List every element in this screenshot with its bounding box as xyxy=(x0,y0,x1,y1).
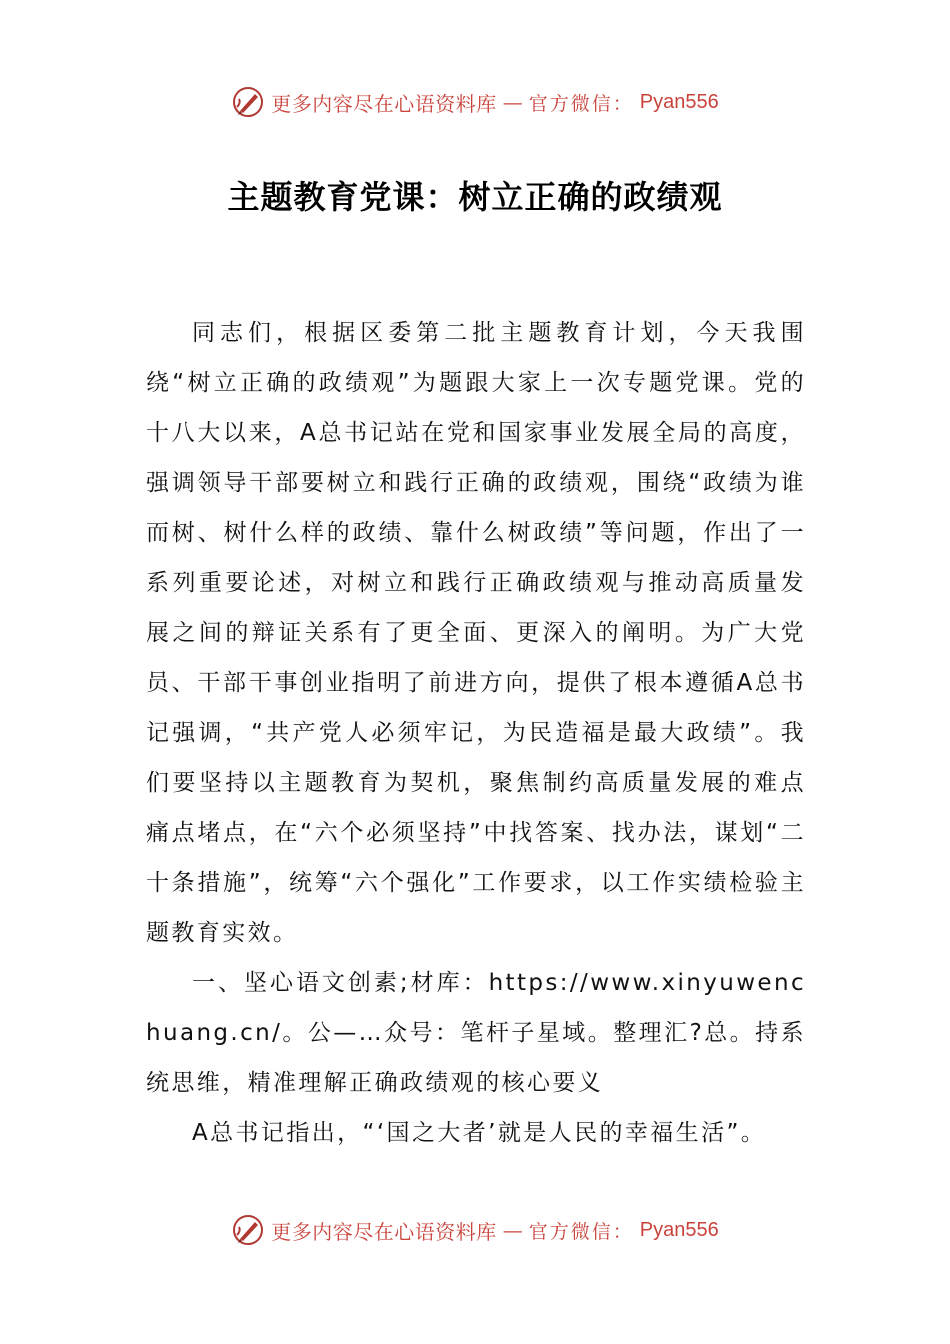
banner-text: 更多内容尽在心语资料库 xyxy=(271,1219,497,1244)
pen-logo-icon xyxy=(231,1213,265,1247)
paragraph-section-heading: 一、坚心语文创素;材库：https://www.xinyuwenchuang.cn/。公—…众号：笔杆子星域。整理汇?总。持系统思维，精准理解正确政绩观的核心要义 xyxy=(146,970,806,1096)
paragraph-intro: 同志们，根据区委第二批主题教育计划，今天我围绕“树立正确的政绩观”为题跟大家上一次专题党课。党的十八大以来，A总书记站在党和国家事业发展全局的高度，强调领导干部要树立和践行正确的政绩观，围绕“政绩为谁而树、树什么样的政绩、靠什么树政绩”等问题，作出了一系列重要论述，对树立和践行正确政绩观与推动高质量发展之间的辩证关系有了更全面、更深入的阐明。为广大党员、干部干事创业指明了前进方向，提供了根本遵循A总书记强调，“共产党人必须牢记，为民造福是最大政绩”。我们要坚持以主题教育为契机，聚焦制约高质量发展的难点痛点堵点，在“六个必须坚持”中找答案、找办法，谋划“二十条措施”，统筹“六个强化”工作要求，以工作实绩检验主题教育实效。 xyxy=(146,320,806,946)
header-watermark-banner xyxy=(0,82,950,122)
banner-wechat-label: 官方微信： xyxy=(528,92,634,115)
footer-watermark-banner xyxy=(0,1210,950,1250)
banner-separator: — xyxy=(502,1218,523,1242)
banner-wechat-id: Pyan556 xyxy=(639,90,719,113)
banner-separator: — xyxy=(502,90,523,114)
banner-wechat-label: 官方微信： xyxy=(528,1220,634,1243)
banner-text: 更多内容尽在心语资料库 xyxy=(271,91,497,116)
banner-wechat-id: Pyan556 xyxy=(639,1218,719,1241)
pen-logo-icon xyxy=(231,85,265,119)
document-title: 主题教育党课：树立正确的政绩观 xyxy=(227,178,723,216)
document-body xyxy=(146,308,806,1158)
paragraph-quote: A总书记指出，“‘国之大者’就是人民的幸福生活”。 xyxy=(192,1120,767,1146)
